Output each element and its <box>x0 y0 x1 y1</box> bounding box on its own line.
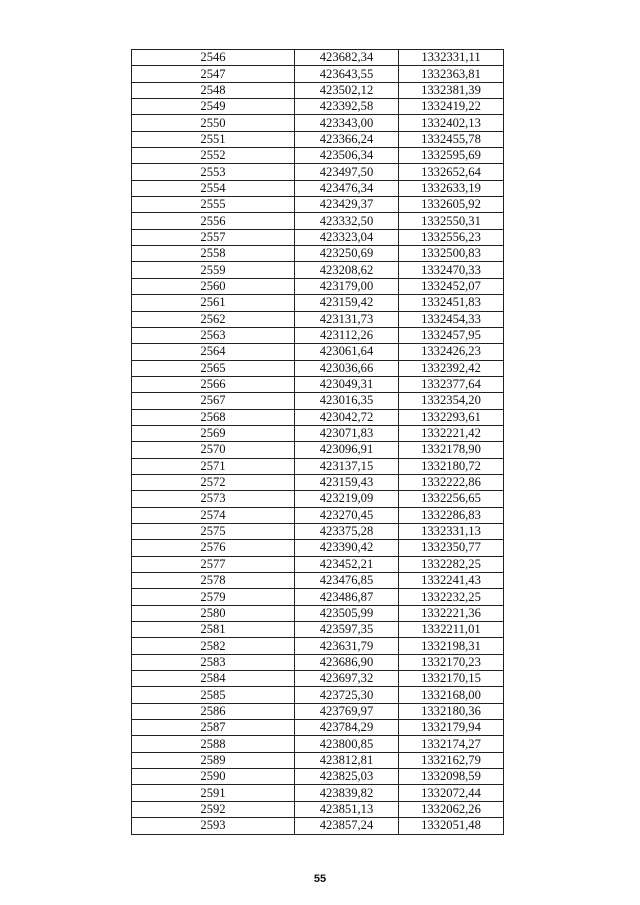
table-row <box>132 523 504 539</box>
point-number-cell: 2563 <box>132 327 295 343</box>
x-coordinate-cell: 423179,00 <box>295 278 399 294</box>
coordinates-table-body <box>132 50 504 835</box>
table-row <box>132 687 504 703</box>
point-number-cell: 2588 <box>132 736 295 752</box>
y-coordinate-cell: 1332451,83 <box>399 295 504 311</box>
y-coordinate-cell: 1332168,00 <box>399 687 504 703</box>
x-coordinate-cell: 423502,12 <box>295 82 399 98</box>
point-number-cell: 2557 <box>132 229 295 245</box>
x-coordinate-cell: 423429,37 <box>295 197 399 213</box>
table-row <box>132 671 504 687</box>
x-coordinate-cell: 423839,82 <box>295 785 399 801</box>
y-coordinate-cell: 1332550,31 <box>399 213 504 229</box>
x-coordinate-cell: 423159,42 <box>295 295 399 311</box>
table-row <box>132 180 504 196</box>
x-coordinate-cell: 423332,50 <box>295 213 399 229</box>
y-coordinate-cell: 1332605,92 <box>399 197 504 213</box>
y-coordinate-cell: 1332595,69 <box>399 148 504 164</box>
point-number-cell: 2561 <box>132 295 295 311</box>
table-row <box>132 246 504 262</box>
x-coordinate-cell: 423505,99 <box>295 605 399 621</box>
point-number-cell: 2591 <box>132 785 295 801</box>
table-row <box>132 148 504 164</box>
y-coordinate-cell: 1332178,90 <box>399 442 504 458</box>
x-coordinate-cell: 423643,55 <box>295 66 399 82</box>
x-coordinate-cell: 423323,04 <box>295 229 399 245</box>
x-coordinate-cell: 423270,45 <box>295 507 399 523</box>
y-coordinate-cell: 1332454,33 <box>399 311 504 327</box>
point-number-cell: 2577 <box>132 556 295 572</box>
point-number-cell: 2566 <box>132 376 295 392</box>
table-row <box>132 360 504 376</box>
table-row <box>132 818 504 834</box>
table-row <box>132 622 504 638</box>
table-row <box>132 573 504 589</box>
table-row <box>132 752 504 768</box>
y-coordinate-cell: 1332179,94 <box>399 720 504 736</box>
x-coordinate-cell: 423486,87 <box>295 589 399 605</box>
point-number-cell: 2572 <box>132 474 295 490</box>
y-coordinate-cell: 1332098,59 <box>399 769 504 785</box>
x-coordinate-cell: 423825,03 <box>295 769 399 785</box>
point-number-cell: 2586 <box>132 703 295 719</box>
x-coordinate-cell: 423071,83 <box>295 425 399 441</box>
y-coordinate-cell: 1332062,26 <box>399 801 504 817</box>
table-row <box>132 785 504 801</box>
x-coordinate-cell: 423159,43 <box>295 474 399 490</box>
point-number-cell: 2555 <box>132 197 295 213</box>
y-coordinate-cell: 1332211,01 <box>399 622 504 638</box>
y-coordinate-cell: 1332470,33 <box>399 262 504 278</box>
point-number-cell: 2549 <box>132 99 295 115</box>
x-coordinate-cell: 423343,00 <box>295 115 399 131</box>
table-row <box>132 66 504 82</box>
point-number-cell: 2553 <box>132 164 295 180</box>
x-coordinate-cell: 423112,26 <box>295 327 399 343</box>
y-coordinate-cell: 1332170,23 <box>399 654 504 670</box>
x-coordinate-cell: 423497,50 <box>295 164 399 180</box>
x-coordinate-cell: 423682,34 <box>295 50 399 66</box>
table-row <box>132 556 504 572</box>
y-coordinate-cell: 1332286,83 <box>399 507 504 523</box>
y-coordinate-cell: 1332162,79 <box>399 752 504 768</box>
point-number-cell: 2579 <box>132 589 295 605</box>
point-number-cell: 2578 <box>132 573 295 589</box>
y-coordinate-cell: 1332293,61 <box>399 409 504 425</box>
point-number-cell: 2581 <box>132 622 295 638</box>
x-coordinate-cell: 423476,34 <box>295 180 399 196</box>
x-coordinate-cell: 423784,29 <box>295 720 399 736</box>
table-row <box>132 801 504 817</box>
point-number-cell: 2571 <box>132 458 295 474</box>
coordinates-table <box>131 49 504 835</box>
table-row <box>132 82 504 98</box>
table-row <box>132 295 504 311</box>
point-number-cell: 2580 <box>132 605 295 621</box>
point-number-cell: 2565 <box>132 360 295 376</box>
x-coordinate-cell: 423131,73 <box>295 311 399 327</box>
x-coordinate-cell: 423697,32 <box>295 671 399 687</box>
point-number-cell: 2564 <box>132 344 295 360</box>
y-coordinate-cell: 1332072,44 <box>399 785 504 801</box>
table-row <box>132 131 504 147</box>
x-coordinate-cell: 423208,62 <box>295 262 399 278</box>
table-row <box>132 229 504 245</box>
point-number-cell: 2548 <box>132 82 295 98</box>
table-row <box>132 654 504 670</box>
point-number-cell: 2552 <box>132 148 295 164</box>
y-coordinate-cell: 1332198,31 <box>399 638 504 654</box>
table-row <box>132 115 504 131</box>
table-row <box>132 589 504 605</box>
y-coordinate-cell: 1332180,72 <box>399 458 504 474</box>
y-coordinate-cell: 1332402,13 <box>399 115 504 131</box>
y-coordinate-cell: 1332377,64 <box>399 376 504 392</box>
table-row <box>132 458 504 474</box>
point-number-cell: 2590 <box>132 769 295 785</box>
point-number-cell: 2574 <box>132 507 295 523</box>
table-row <box>132 278 504 294</box>
x-coordinate-cell: 423476,85 <box>295 573 399 589</box>
y-coordinate-cell: 1332051,48 <box>399 818 504 834</box>
table-row <box>132 425 504 441</box>
table-row <box>132 99 504 115</box>
x-coordinate-cell: 423631,79 <box>295 638 399 654</box>
table-row <box>132 327 504 343</box>
point-number-cell: 2567 <box>132 393 295 409</box>
table-row <box>132 540 504 556</box>
point-number-cell: 2559 <box>132 262 295 278</box>
x-coordinate-cell: 423851,13 <box>295 801 399 817</box>
y-coordinate-cell: 1332363,81 <box>399 66 504 82</box>
point-number-cell: 2582 <box>132 638 295 654</box>
y-coordinate-cell: 1332457,95 <box>399 327 504 343</box>
point-number-cell: 2587 <box>132 720 295 736</box>
y-coordinate-cell: 1332331,11 <box>399 50 504 66</box>
x-coordinate-cell: 423375,28 <box>295 523 399 539</box>
y-coordinate-cell: 1332633,19 <box>399 180 504 196</box>
x-coordinate-cell: 423769,97 <box>295 703 399 719</box>
y-coordinate-cell: 1332500,83 <box>399 246 504 262</box>
point-number-cell: 2551 <box>132 131 295 147</box>
point-number-cell: 2554 <box>132 180 295 196</box>
x-coordinate-cell: 423137,15 <box>295 458 399 474</box>
y-coordinate-cell: 1332222,86 <box>399 474 504 490</box>
table-row <box>132 720 504 736</box>
x-coordinate-cell: 423016,35 <box>295 393 399 409</box>
y-coordinate-cell: 1332452,07 <box>399 278 504 294</box>
x-coordinate-cell: 423857,24 <box>295 818 399 834</box>
y-coordinate-cell: 1332180,36 <box>399 703 504 719</box>
x-coordinate-cell: 423390,42 <box>295 540 399 556</box>
point-number-cell: 2570 <box>132 442 295 458</box>
point-number-cell: 2583 <box>132 654 295 670</box>
point-number-cell: 2576 <box>132 540 295 556</box>
x-coordinate-cell: 423219,09 <box>295 491 399 507</box>
point-number-cell: 2589 <box>132 752 295 768</box>
y-coordinate-cell: 1332256,65 <box>399 491 504 507</box>
table-row <box>132 703 504 719</box>
y-coordinate-cell: 1332392,42 <box>399 360 504 376</box>
y-coordinate-cell: 1332426,23 <box>399 344 504 360</box>
y-coordinate-cell: 1332556,23 <box>399 229 504 245</box>
point-number-cell: 2584 <box>132 671 295 687</box>
y-coordinate-cell: 1332232,25 <box>399 589 504 605</box>
x-coordinate-cell: 423506,34 <box>295 148 399 164</box>
point-number-cell: 2562 <box>132 311 295 327</box>
x-coordinate-cell: 423036,66 <box>295 360 399 376</box>
point-number-cell: 2573 <box>132 491 295 507</box>
x-coordinate-cell: 423096,91 <box>295 442 399 458</box>
table-row <box>132 491 504 507</box>
x-coordinate-cell: 423812,81 <box>295 752 399 768</box>
table-row <box>132 262 504 278</box>
y-coordinate-cell: 1332350,77 <box>399 540 504 556</box>
y-coordinate-cell: 1332221,42 <box>399 425 504 441</box>
y-coordinate-cell: 1332381,39 <box>399 82 504 98</box>
y-coordinate-cell: 1332241,43 <box>399 573 504 589</box>
point-number-cell: 2575 <box>132 523 295 539</box>
table-row <box>132 344 504 360</box>
table-row <box>132 393 504 409</box>
y-coordinate-cell: 1332419,22 <box>399 99 504 115</box>
x-coordinate-cell: 423725,30 <box>295 687 399 703</box>
table-row <box>132 507 504 523</box>
point-number-cell: 2560 <box>132 278 295 294</box>
table-row <box>132 213 504 229</box>
x-coordinate-cell: 423800,85 <box>295 736 399 752</box>
point-number-cell: 2550 <box>132 115 295 131</box>
point-number-cell: 2593 <box>132 818 295 834</box>
table-row <box>132 197 504 213</box>
y-coordinate-cell: 1332331,13 <box>399 523 504 539</box>
point-number-cell: 2568 <box>132 409 295 425</box>
x-coordinate-cell: 423042,72 <box>295 409 399 425</box>
point-number-cell: 2546 <box>132 50 295 66</box>
table-row <box>132 376 504 392</box>
x-coordinate-cell: 423686,90 <box>295 654 399 670</box>
x-coordinate-cell: 423392,58 <box>295 99 399 115</box>
point-number-cell: 2558 <box>132 246 295 262</box>
table-row <box>132 474 504 490</box>
table-row <box>132 164 504 180</box>
table-row <box>132 638 504 654</box>
x-coordinate-cell: 423452,21 <box>295 556 399 572</box>
table-row <box>132 442 504 458</box>
point-number-cell: 2585 <box>132 687 295 703</box>
y-coordinate-cell: 1332354,20 <box>399 393 504 409</box>
table-row <box>132 311 504 327</box>
y-coordinate-cell: 1332455,78 <box>399 131 504 147</box>
table-row <box>132 409 504 425</box>
y-coordinate-cell: 1332170,15 <box>399 671 504 687</box>
table-row <box>132 736 504 752</box>
x-coordinate-cell: 423049,31 <box>295 376 399 392</box>
x-coordinate-cell: 423597,35 <box>295 622 399 638</box>
y-coordinate-cell: 1332282,25 <box>399 556 504 572</box>
x-coordinate-cell: 423366,24 <box>295 131 399 147</box>
point-number-cell: 2556 <box>132 213 295 229</box>
table-row <box>132 769 504 785</box>
page-number: 55 <box>313 873 327 885</box>
y-coordinate-cell: 1332221,36 <box>399 605 504 621</box>
point-number-cell: 2592 <box>132 801 295 817</box>
point-number-cell: 2569 <box>132 425 295 441</box>
y-coordinate-cell: 1332174,27 <box>399 736 504 752</box>
table-row <box>132 50 504 66</box>
x-coordinate-cell: 423061,64 <box>295 344 399 360</box>
x-coordinate-cell: 423250,69 <box>295 246 399 262</box>
table-row <box>132 605 504 621</box>
y-coordinate-cell: 1332652,64 <box>399 164 504 180</box>
point-number-cell: 2547 <box>132 66 295 82</box>
